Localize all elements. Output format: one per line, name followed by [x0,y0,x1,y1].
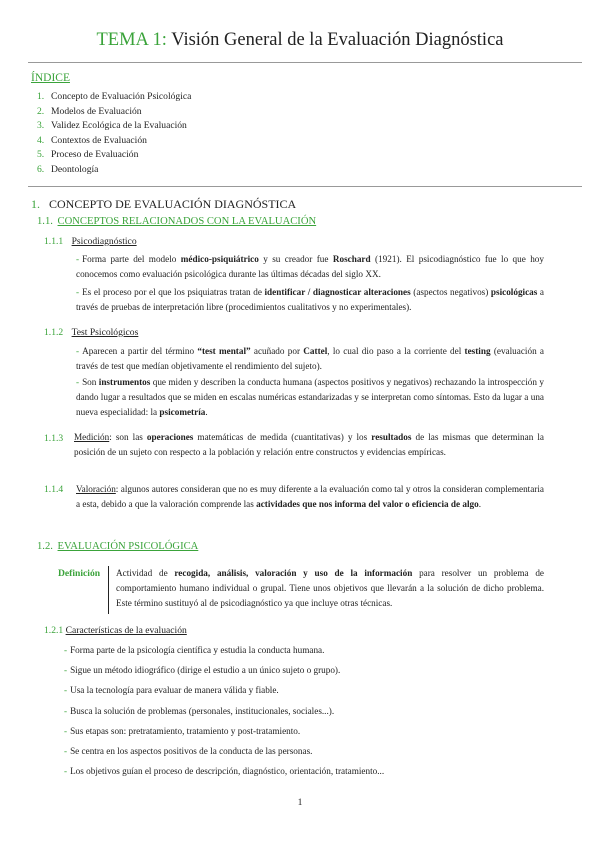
section-number: 1.1.3 [44,433,64,444]
list-item: - Busca la solución de problemas (personales, institucionales, sociales...). [64,705,335,716]
title-text: Visión General de la Evaluación Diagnóstica [171,30,504,50]
index-item[interactable]: 6. Deontología [37,163,99,175]
list-item: - Sus etapas son: pretratamiento, tratamiento y post-tratamiento. [64,725,301,736]
divider [28,62,582,63]
definition-text: Actividad de recogida, análisis, valoración y uso de la información para resolver un problema de comportamiento humano individual o grupal. Tiene unos objetivos que llevarán a la solución de dicho problema. Este término sustituyó al de psicodiagnóstico ya que incluye otras técnicas. [116,568,544,608]
index-list [37,90,191,178]
characteristics-list [64,643,384,784]
list-item: - Aparecen a partir del término “test mental” acuñado por Cattel, lo cual dio paso a la corriente del testing (evaluación a través de test que medían objetivamente el rendimiento del sujeto). [76,346,545,371]
index-item[interactable]: 4. Contextos de Evaluación [37,134,147,146]
subsection-heading: 1.2. EVALUACIÓN PSICOLÓGICA [37,541,199,552]
list-item: - Forma parte de la psicología científica y estudia la conducta humana. [64,645,325,655]
index-item[interactable]: 1. Concepto de Evaluación Psicológica [37,91,192,102]
definition-label: Definición [58,568,101,579]
list-item: - Forma parte del modelo médico-psiquiátrico y su creador fue Roschard (1921). El psicodiagnóstico fue lo que hoy conocemos como evaluación psicológica durante las últimas décadas del siglo XX. [76,254,544,279]
list-item: - Es el proceso por el que los psiquiatras tratan de identificar / diagnosticar alteraciones (aspectos negativos) psicológicas a través de pruebas de interpretación libre (procedimientos cualitativos y no experimentales). [76,287,544,312]
list-item: - Sigue un método idiográfico (dirige el estudio a un único sujeto o grupo). [64,665,341,676]
paragraph: Medición: son las operaciones matemáticas de medida (cuantitativas) y los resultados de las mismas que determinan la posición de un sujeto con respecto a la población y relación entre constructos y evidencias empíricas. [74,432,544,457]
definition-bar [108,566,109,614]
index-item[interactable]: 3. Validez Ecológica de la Evaluación [37,120,187,132]
section-heading: 1. CONCEPTO DE EVALUACIÓN DIAGNÓSTICA [31,197,297,211]
page-title [0,30,600,51]
list-item: - Usa la tecnología para evaluar de manera válida y fiable. [64,685,279,696]
index-item[interactable]: 5. Proceso de Evaluación [37,149,139,161]
section-number: 1.1.4 [44,484,64,495]
list-item: - Los objetivos guían el proceso de descripción, diagnóstico, orientación, tratamiento... [64,766,385,777]
list-item: - Se centra en los aspectos positivos de la conducta de las personas. [64,745,313,756]
index-heading: ÍNDICE [31,72,70,84]
subsection-heading: 1.1. CONCEPTOS RELACIONADOS CON LA EVALUACIÓN [37,216,317,227]
subsubsection-heading: 1.1.2 Test Psicológicos [44,327,139,338]
paragraph: Valoración: algunos autores consideran que no es muy diferente a la evaluación como tal y otros la consideran complementaria a esta, debido a que la valoración comprende las actividades que nos informa del valor o eficiencia de algo. [76,484,544,509]
index-item[interactable]: 2. Modelos de Evaluación [37,105,142,117]
subsubsection-heading: 1.2.1 Características de la evaluación [44,625,187,636]
list-item: - Son instrumentos que miden y describen la conducta humana (aspectos positivos y negativos) rechazando la introspección y dando lugar a resultados que se miden en escalas numéricas estandarizadas y se interpretan como síntomas. Esto da lugar a una nueva especialidad: la psicometría. [76,377,544,417]
title-prefix: TEMA 1: [96,30,167,50]
page-number: 1 [297,797,303,808]
divider [28,186,582,187]
subsubsection-heading: 1.1.1 Psicodiagnóstico [44,236,137,247]
